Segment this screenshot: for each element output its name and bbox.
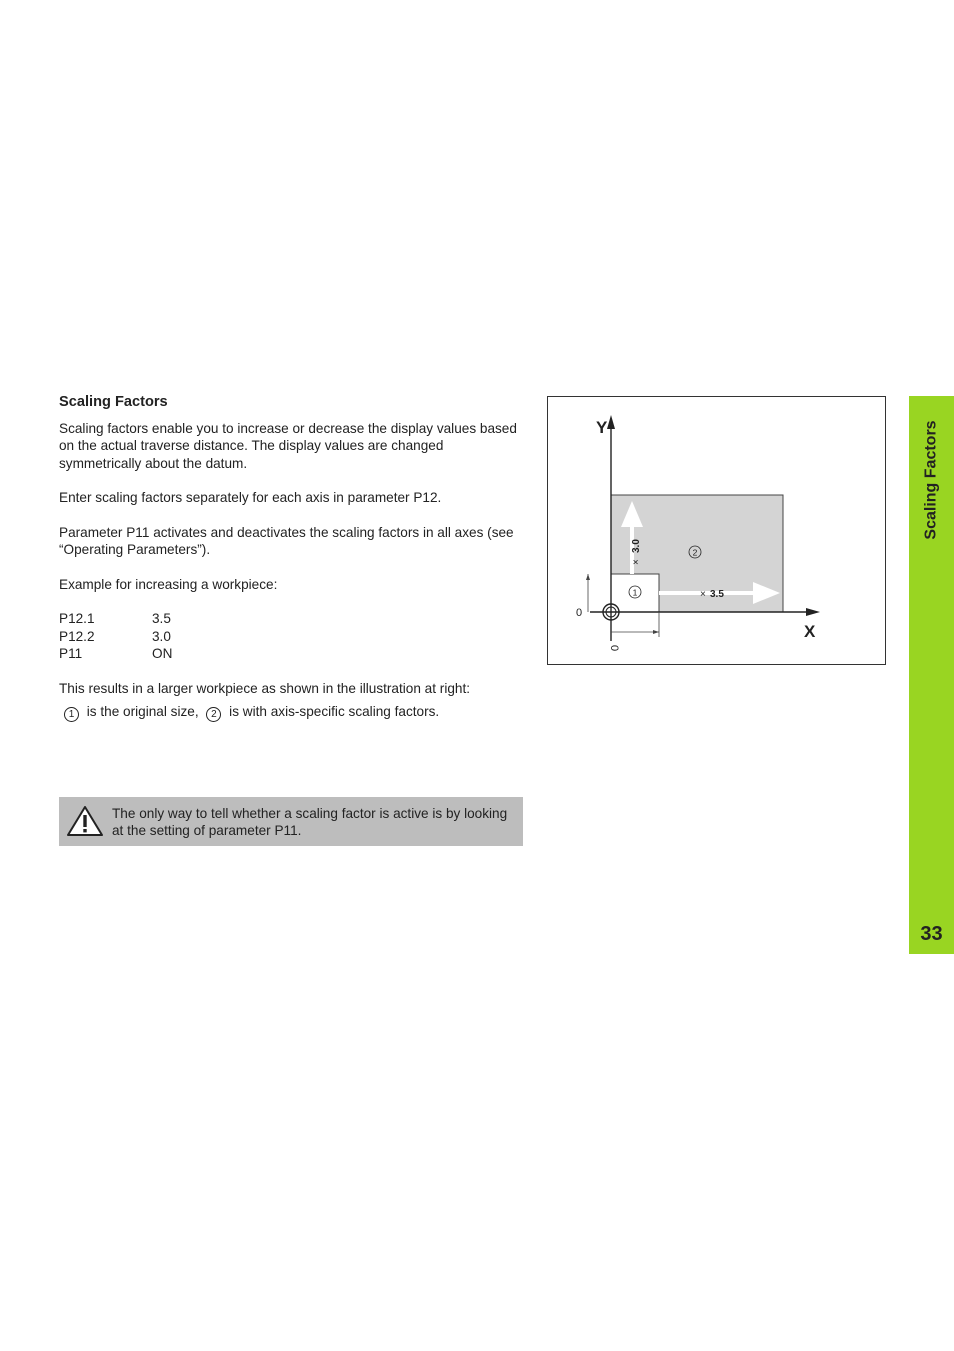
- legend-text-original: is the original size,: [86, 704, 199, 719]
- legend-text-scaled: is with axis-specific scaling factors.: [229, 704, 440, 719]
- x-axis-arrowhead: [806, 608, 820, 616]
- scaling-illustration: [547, 396, 886, 665]
- chapter-title-wrap: [909, 410, 954, 550]
- main-content: [59, 394, 524, 722]
- dim-arrow: [653, 630, 659, 634]
- marker-original: 1: [64, 707, 79, 722]
- origin-y-label: 0: [576, 607, 583, 619]
- parameter-row: [59, 628, 524, 646]
- warning-icon: [66, 805, 104, 837]
- page-number: 33: [920, 923, 943, 945]
- parameter-list: [59, 610, 524, 663]
- y-scale-label: 3.0: [631, 539, 642, 553]
- x-scale-label: 3.5: [710, 589, 724, 600]
- parameter-row: [59, 645, 524, 663]
- chapter-tab: [909, 396, 954, 954]
- warning-text: The only way to tell whether a scaling factor is active is by looking at the setting of parameter P11.: [112, 806, 508, 838]
- scaling-diagram: [548, 397, 885, 664]
- figure-legend: [64, 703, 524, 722]
- parameter-value: 3.0: [152, 628, 171, 644]
- marker-scaled-number: 2: [692, 547, 698, 558]
- x-axis-label: X: [804, 622, 816, 641]
- multiply-sign: ×: [631, 559, 642, 565]
- parameter-value: ON: [152, 646, 173, 661]
- multiply-sign: ×: [700, 589, 706, 600]
- result-paragraph: This results in a larger workpiece as shown in the illustration at right:: [59, 680, 471, 696]
- paragraph: Enter scaling factors separately for each axis in parameter P12.: [59, 490, 442, 505]
- origin-x-label: 0: [608, 645, 620, 652]
- paragraph: Scaling factors enable you to increase or decrease the display values based on the actual traverse distance. The display values are changed symmetrically about the datum.: [59, 420, 517, 471]
- marker-original-number: 1: [632, 587, 638, 598]
- paragraph: Example for increasing a workpiece:: [59, 576, 278, 592]
- parameter-name: P12.2: [59, 628, 95, 644]
- parameter-value: 3.5: [152, 611, 171, 626]
- warning-note: [59, 797, 523, 846]
- parameter-name: P11: [59, 646, 83, 661]
- y-axis-arrowhead: [607, 415, 615, 429]
- y-axis-label: Y: [596, 418, 608, 437]
- parameter-row: [59, 610, 524, 628]
- marker-scaled: 2: [206, 707, 221, 722]
- chapter-title: Scaling Factors: [922, 420, 940, 540]
- dim-arrow: [586, 574, 590, 580]
- section-heading: Scaling Factors: [59, 394, 168, 410]
- paragraph: Parameter P11 activates and deactivates the scaling factors in all axes (see “Operating Parameters”).: [59, 524, 514, 557]
- parameter-name: P12.1: [59, 611, 95, 626]
